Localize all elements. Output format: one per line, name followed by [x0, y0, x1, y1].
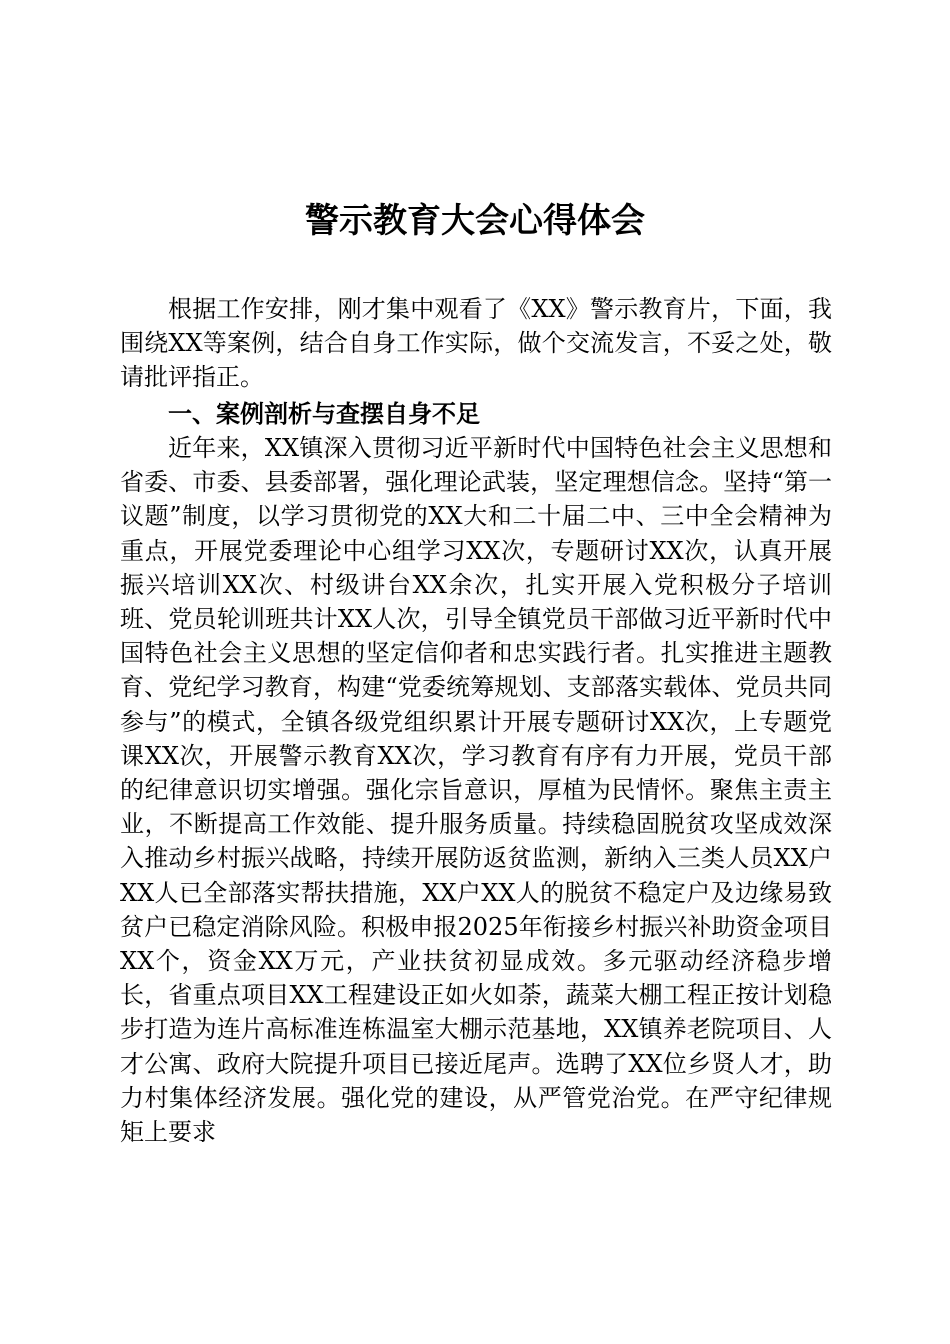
intro-paragraph: 根据工作安排，刚才集中观看了《XX》警示教育片，下面，我围绕XX等案例，结合自身工作实际，做个交流发言，不妥之处，敬请批评指正。 [120, 295, 832, 392]
section-paragraph: 近年来，XX镇深入贯彻习近平新时代中国特色社会主义思想和省委、市委、县委部署，强化理论武装，坚定理想信念。坚持“第一议题”制度，以学习贯彻党的XX大和二十届二中、三中全会精神为重点，开展党委理论中心组学习XX次，专题研讨XX次，认真开展振兴培训XX次、村级讲台XX余次，扎实开展入党积极分子培训班、党员轮训班共计XX人次，引导全镇党员干部做习近平新时代中国特色社会主义思想的坚定信仰者和忠实践行者。扎实推进主题教育、党纪学习教育，构建“党委统筹规划、支部落实载体、党员共同参与”的模式，全镇各级党组织累计开展专题研讨XX次，上专题党课XX次，开展警示教育XX次，学习教育有序有力开展，党员干部的纪律意识切实增强。强化宗旨意识，厚植为民情怀。聚焦主责主业，不断提高工作效能、提升服务质量。持续稳固脱贫攻坚成效深入推动乡村振兴战略，持续开展防返贫监测，新纳入三类人员XX户XX人已全部落实帮扶措施，XX户XX人的脱贫不稳定户及边缘易致贫户已稳定消除风险。积极申报2025年衔接乡村振兴补助资金项目XX个，资金XX万元，产业扶贫初显成效。多元驱动经济稳步增长，省重点项目XX工程建设正如火如荼，蔬菜大棚工程正按计划稳步打造为连片高标准连栋温室大棚示范基地，XX镇养老院项目、人才公寓、政府大院提升项目已接近尾声。选聘了XX位乡贤人才，助力村集体经济发展。强化党的建设，从严管党治党。在严守纪律规矩上要求 [120, 434, 832, 1147]
section-heading: 一、案例剖析与查摆自身不足 [168, 400, 480, 428]
document-title: 警示教育大会心得体会 [305, 201, 645, 241]
